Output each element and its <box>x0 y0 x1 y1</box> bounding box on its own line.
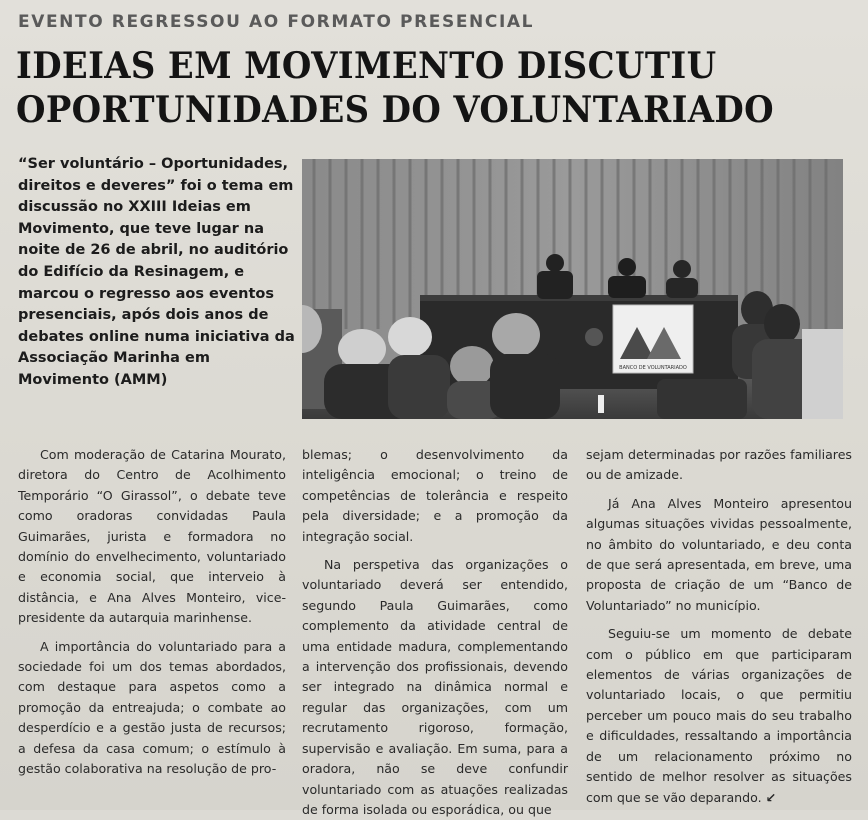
article-photo <box>302 159 843 419</box>
article-lead: “Ser voluntário – Oportunidades, direitos e deveres” foi o tema em discussão no XXIII Ideias em Movimento, que teve lugar na noite de 26 de abril, no auditório do Edifício da Resinagem, e marcou o regresso aos eventos presenciais, após dois anos de debates online numa iniciativa da Associação Marinha em Movimento (AMM) <box>18 156 295 388</box>
photo-illustration <box>302 159 843 419</box>
article-column-3 <box>586 445 852 808</box>
photo-banner-text: BANCO DE VOLUNTARIADO <box>619 365 687 371</box>
article-column-2 <box>302 445 568 820</box>
article-column-1 <box>18 445 286 780</box>
paragraph <box>586 624 852 808</box>
article-headline <box>16 44 806 132</box>
article-kicker: EVENTO REGRESSOU AO FORMATO PRESENCIAL <box>18 12 535 32</box>
paragraph: Já Ana Alves Monteiro apresentou algumas situações vividas pessoalmente, no âmbito do voluntariado, e deu conta de que será apresentada, em breve, uma proposta de criação de um “Banco de Voluntariado” no município. <box>586 495 852 613</box>
headline-line-2: OPORTUNIDADES DO VOLUNTARIADO <box>16 89 775 131</box>
paragraph-text: Seguiu-se um momento de debate com o público em que participaram elementos de várias organizações de voluntariado locais, o que permitiu perceber um pouco mais do seu trabalho e dificuldades, ressaltando a importância de um relacionamento próximo no sentido de melhor resolver as situações com que se vão deparando. <box>586 626 852 805</box>
headline-line-1: IDEIAS EM MOVIMENTO DISCUTIU <box>16 45 717 87</box>
paragraph: Na perspetiva das organizações o voluntariado deverá ser entendido, segundo Paula Guimarães, como complemento da atividade central de uma entidade madura, complementando a intervenção dos profissionais, devendo ser integrado na dinâmica normal e regular das organizações, com um recrutamento rigoroso, formação, supervisão e avaliação. Em suma, para a oradora, não se deve confundir voluntariado com as atuações realizadas de forma isolada ou esporádica, ou que <box>302 557 568 817</box>
paragraph: blemas; o desenvolvimento da inteligência emocional; o treino de competências de tolerância e respeito pela diversidade; e a promoção da integração social. <box>302 447 568 544</box>
end-mark-icon: ↙ <box>765 789 777 805</box>
paragraph: Com moderação de Catarina Mourato, diretora do Centro de Acolhimento Temporário “O Girassol”, o debate teve como oradoras convidadas Paula Guimarães, jurista e formadora no domínio do envelhecimento, voluntariado e economia social, que interveio à distância, e Ana Alves Monteiro, vice-presidente da autarquia marinhense. <box>18 447 286 626</box>
paragraph: A importância do voluntariado para a sociedade foi um dos temas abordados, com destaque para aspetos como a promoção da entreajuda; o combate ao desperdício e a gestão justa de recursos; a defesa da casa comum; o estímulo à gestão colaborativa na resolução de pro- <box>18 638 286 777</box>
paragraph: sejam determinadas por razões familiares ou de amizade. <box>586 447 852 483</box>
